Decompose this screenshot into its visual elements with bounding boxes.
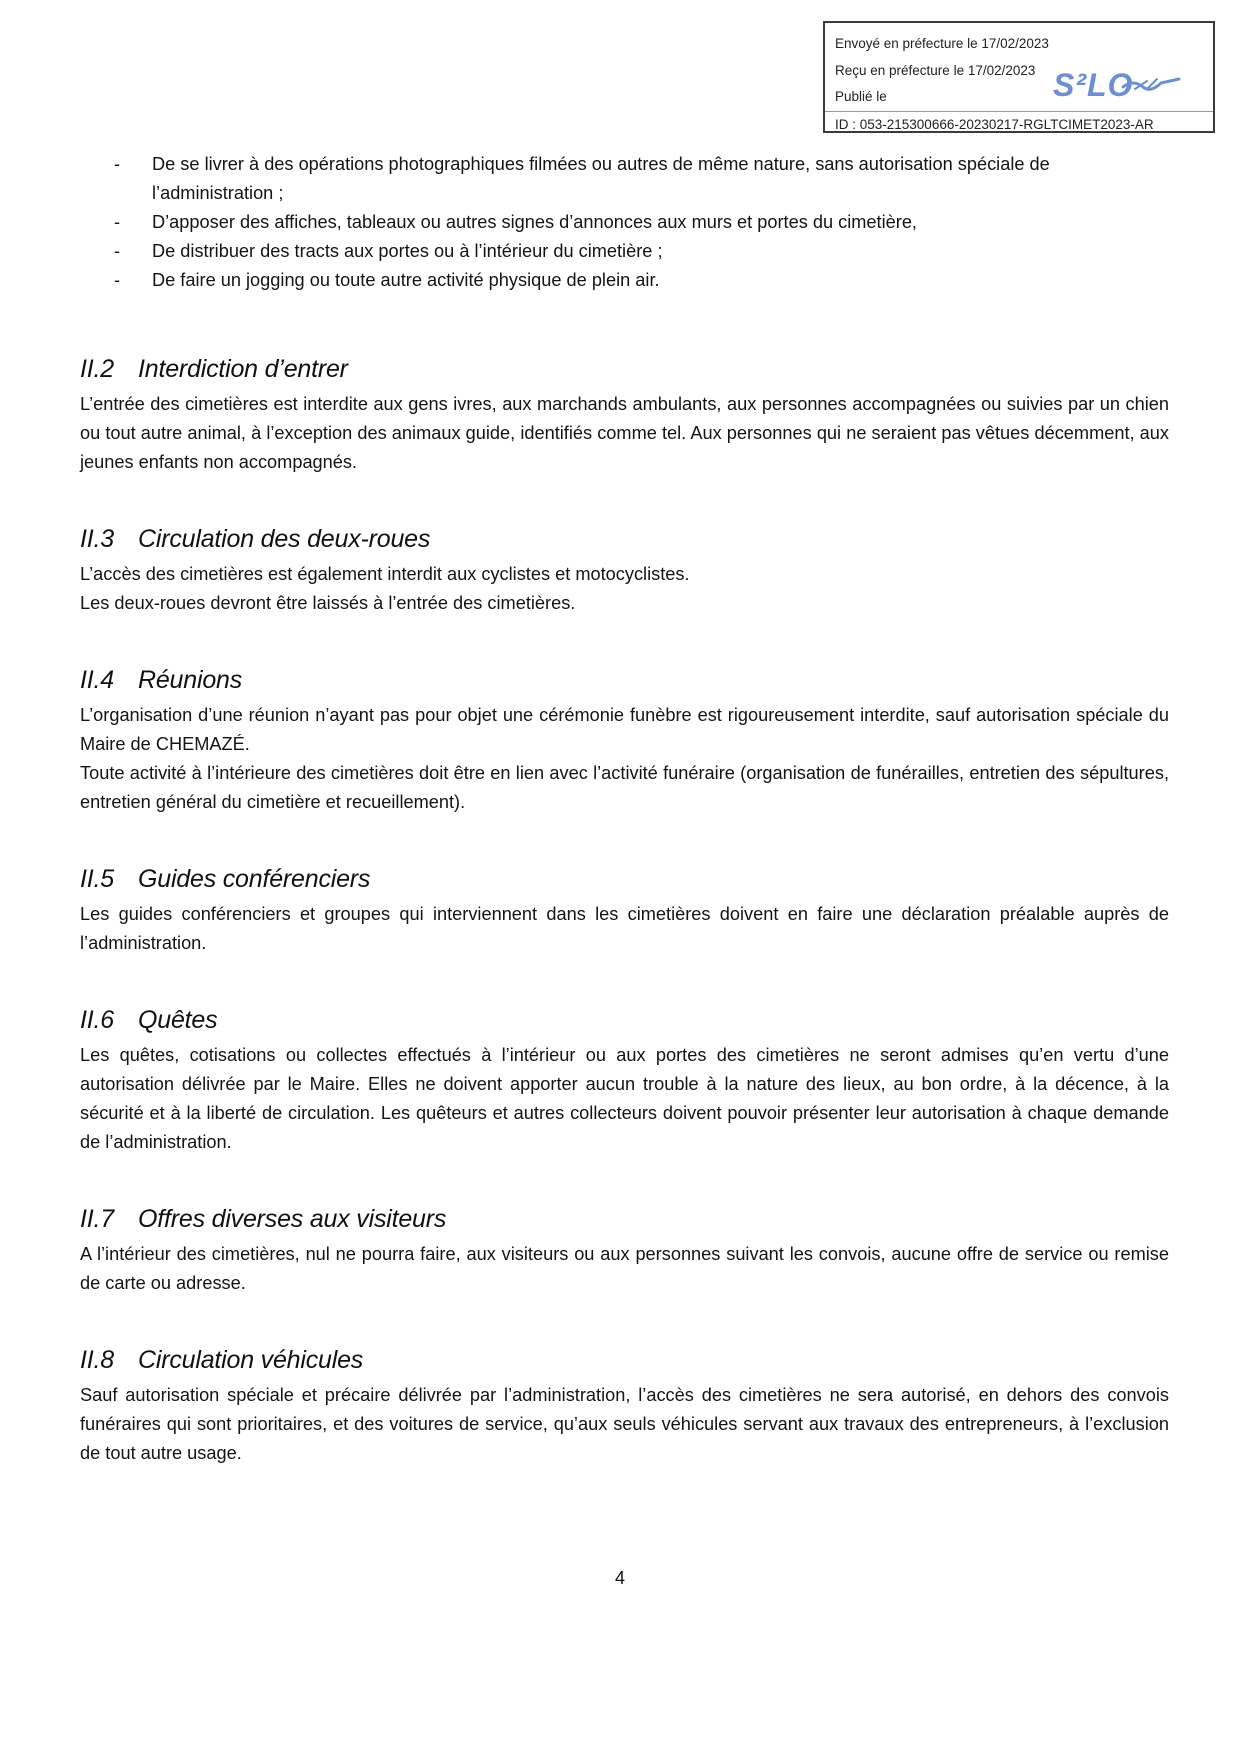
section-circulation-vehicules — [80, 1344, 1169, 1468]
stamp-received-date: Reçu en préfecture le 17/02/2023 — [835, 62, 1036, 78]
list-item — [80, 266, 1169, 295]
stamp-sent-date: Envoyé en préfecture le 17/02/2023 — [835, 36, 1049, 51]
section-interdiction-entrer — [80, 353, 1169, 477]
section-paragraph: Toute activité à l’intérieure des cimetières doit être en lien avec l’activité funéraire (organisation de funérailles, entretien des sépultures, entretien général du cimetière et recueillement). — [80, 763, 1169, 812]
section-paragraph: Sauf autorisation spéciale et précaire délivrée par l’administration, l’accès des cimetières ne sera autorisé, en dehors des convois funéraires qui sont prioritaires, et des voitures de service, qu’aux seuls véhicules servant aux travaux des entrepreneurs, à l’exclusion de tout autre usage. — [80, 1385, 1169, 1463]
section-heading — [80, 863, 1169, 895]
stamp-published: Publié le — [835, 89, 887, 104]
section-paragraph: Les guides conférenciers et groupes qui interviennent dans les cimetières doivent en faire une déclaration préalable auprès de l’administration. — [80, 904, 1169, 953]
section-heading — [80, 523, 1169, 555]
bullet-dash: - — [114, 212, 121, 232]
section-quetes — [80, 1004, 1169, 1157]
section-paragraph: A l’intérieur des cimetières, nul ne pourra faire, aux visiteurs ou aux personnes suivant les convois, aucune offre de service ou remise de carte ou adresse. — [80, 1244, 1169, 1293]
section-reunions — [80, 664, 1169, 817]
section-paragraph: Les quêtes, cotisations ou collectes effectués à l’intérieur ou aux portes des cimetières ne seront admises qu’en vertu d’une autorisation délivrée par le Maire. Elles ne doivent apporter aucun trouble à la nature des lieux, au bon ordre, à la décence, à la sécurité et à la liberté de circulation. Les quêteurs et autres collecteurs doivent pouvoir présenter leur autorisation à chaque demande de l’administration. — [80, 1045, 1169, 1152]
list-item — [80, 150, 1169, 208]
section-number: II.3 — [80, 525, 114, 553]
section-title: Offres diverses aux visiteurs — [138, 1205, 447, 1233]
s2lo-swoosh-icon — [1121, 75, 1181, 95]
prefecture-stamp — [823, 21, 1215, 133]
stamp-id: ID : 053-215300666-20230217-RGLTCIMET2023-AR — [825, 111, 1213, 139]
section-title: Quêtes — [138, 1006, 218, 1034]
section-heading — [80, 353, 1169, 385]
prohibitions-list — [80, 150, 1169, 295]
section-number: II.5 — [80, 865, 114, 893]
bullet-dash: - — [114, 270, 121, 290]
s2lo-logo — [1053, 65, 1183, 105]
section-title: Guides conférenciers — [138, 865, 371, 893]
list-item-text: De distribuer des tracts aux portes ou à l’intérieur du cimetière ; — [152, 241, 663, 261]
section-title: Circulation véhicules — [138, 1346, 364, 1374]
list-item — [80, 208, 1169, 237]
section-title: Circulation des deux-roues — [138, 525, 431, 553]
section-paragraph: L’organisation d’une réunion n’ayant pas pour objet une cérémonie funèbre est rigoureusement interdite, sauf autorisation spéciale du Maire de CHEMAZÉ. — [80, 705, 1169, 754]
section-heading — [80, 1004, 1169, 1036]
section-title: Interdiction d’entrer — [138, 355, 348, 383]
section-paragraph: L’entrée des cimetières est interdite aux gens ivres, aux marchands ambulants, aux personnes accompagnées ou suivies par un chien ou tout autre animal, à l’exception des animaux guide, identifiés comme tel. Aux personnes qui ne seraient pas vêtues décemment, aux jeunes enfants non accompagnés. — [80, 394, 1169, 472]
section-offres-visiteurs — [80, 1203, 1169, 1298]
section-number: II.8 — [80, 1346, 114, 1374]
list-item-text: De faire un jogging ou toute autre activité physique de plein air. — [152, 270, 660, 290]
section-paragraph: L’accès des cimetières est également interdit aux cyclistes et motocyclistes. — [80, 564, 690, 584]
list-item — [80, 237, 1169, 266]
page-number: 4 — [614, 1568, 625, 1588]
section-circulation-deux-roues — [80, 523, 1169, 618]
section-number: II.6 — [80, 1006, 114, 1034]
s2lo-logo-text: S²LO — [1053, 67, 1134, 103]
section-guides-conferenciers — [80, 863, 1169, 958]
section-number: II.4 — [80, 666, 114, 694]
bullet-dash: - — [114, 241, 121, 261]
document-body — [80, 150, 1169, 1468]
section-paragraph: Les deux-roues devront être laissés à l’entrée des cimetières. — [80, 593, 576, 613]
section-heading — [80, 1203, 1169, 1235]
section-number: II.7 — [80, 1205, 114, 1233]
section-heading — [80, 1344, 1169, 1376]
section-title: Réunions — [138, 666, 243, 694]
bullet-dash: - — [114, 154, 121, 174]
list-item-text: De se livrer à des opérations photographiques filmées ou autres de même nature, sans autorisation spéciale de l’administration ; — [152, 154, 1050, 203]
section-number: II.2 — [80, 355, 114, 383]
list-item-text: D’apposer des affiches, tableaux ou autres signes d’annonces aux murs et portes du cimetière, — [152, 212, 917, 232]
section-heading — [80, 664, 1169, 696]
